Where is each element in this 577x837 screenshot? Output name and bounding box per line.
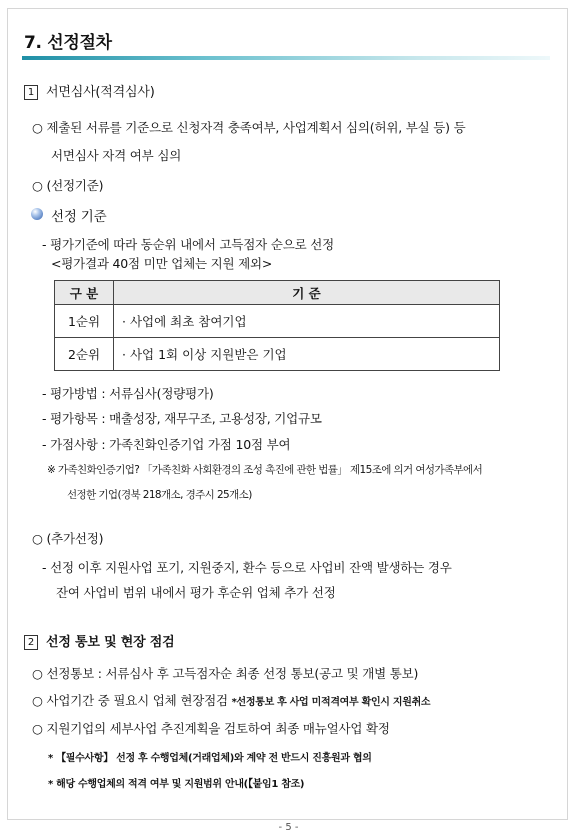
page-number: - 5 - [278, 822, 299, 833]
s2-item2 [32, 691, 430, 709]
criteria-title: 선정 기준 [51, 209, 107, 225]
section1-title: 서면심사(적격심사) [46, 85, 155, 100]
s2-note2: * 해당 수행업체의 적격 여부 및 지원범위 안내(【붙임1 참조) [48, 779, 305, 790]
table-cell: 2순위 [55, 338, 114, 371]
additional-line2: 잔여 사업비 범위 내에서 평가 후순위 업체 추가 선정 [56, 585, 336, 600]
additional-line1: - 선정 이후 지원사업 포기, 지원중지, 환수 등으로 사업비 잔액 발생하는 경우 [42, 560, 452, 575]
section2-header [24, 631, 175, 650]
section1-number: 1 [24, 85, 38, 100]
section2-number: 2 [24, 635, 38, 650]
criteria-table [54, 280, 500, 371]
s2-item2-note: *선정통보 후 사업 미적격여부 확인시 지원취소 [231, 697, 431, 708]
s1-item1-line2: 서면심사 자격 여부 심의 [51, 148, 182, 163]
note-line1: ※ 가족친화인증기업? 「가족친화 사회환경의 조성 촉진에 관한 법률」 제15조에 의거 여성가족부에서 [47, 464, 483, 476]
note-line2: 선정한 기업(경북 218개소, 경주시 25개소) [67, 489, 252, 501]
s2-item1: ○ 선정통보 : 서류심사 후 고득점자순 최종 선정 통보(공고 및 개별 통보) [32, 666, 419, 681]
criteria-line2: <평가결과 40점 미만 업체는 지원 제외> [51, 256, 273, 271]
table-header-cell: 기 준 [114, 281, 500, 305]
s2-item2-main: ○ 사업기간 중 필요시 업체 현장점검 [32, 693, 232, 708]
s1-item1-line1: ○ 제출된 서류를 기준으로 신청자격 충족여부, 사업계획서 심의(허위, 부실 등) 등 [32, 120, 466, 135]
section2-title: 선정 통보 및 현장 점검 [46, 635, 175, 650]
table-header-cell: 구 분 [55, 281, 114, 305]
eval-items: - 평가항목 : 매출성장, 재무구조, 고용성장, 기업규모 [42, 411, 322, 426]
table-header-row [55, 281, 500, 305]
table-cell: · 사업에 최초 참여기업 [114, 305, 500, 338]
table-cell: · 사업 1회 이상 지원받은 기업 [114, 338, 500, 371]
sphere-bullet-icon [31, 208, 43, 220]
heading-underline [22, 56, 550, 60]
section-heading: 7. 선정절차 [24, 33, 112, 53]
s1-item2: ○ (선정기준) [32, 178, 104, 193]
table-cell: 1순위 [55, 305, 114, 338]
section1-header [24, 81, 155, 100]
criteria-line1: - 평가기준에 따라 동순위 내에서 고득점자 순으로 선정 [42, 237, 334, 252]
bonus-points: - 가점사항 : 가족친화인증기업 가점 10점 부여 [42, 437, 291, 452]
additional-title: ○ (추가선정) [32, 531, 104, 546]
s2-item3: ○ 지원기업의 세부사업 추진계획을 검토하여 최종 매뉴얼사업 확정 [32, 721, 390, 736]
eval-method: - 평가방법 : 서류심사(정량평가) [42, 386, 214, 401]
table-row [55, 305, 500, 338]
s2-note1: * 【필수사항】 선정 후 수행업체(거래업체)와 계약 전 반드시 진흥원과 협의 [48, 753, 372, 764]
table-row [55, 338, 500, 371]
